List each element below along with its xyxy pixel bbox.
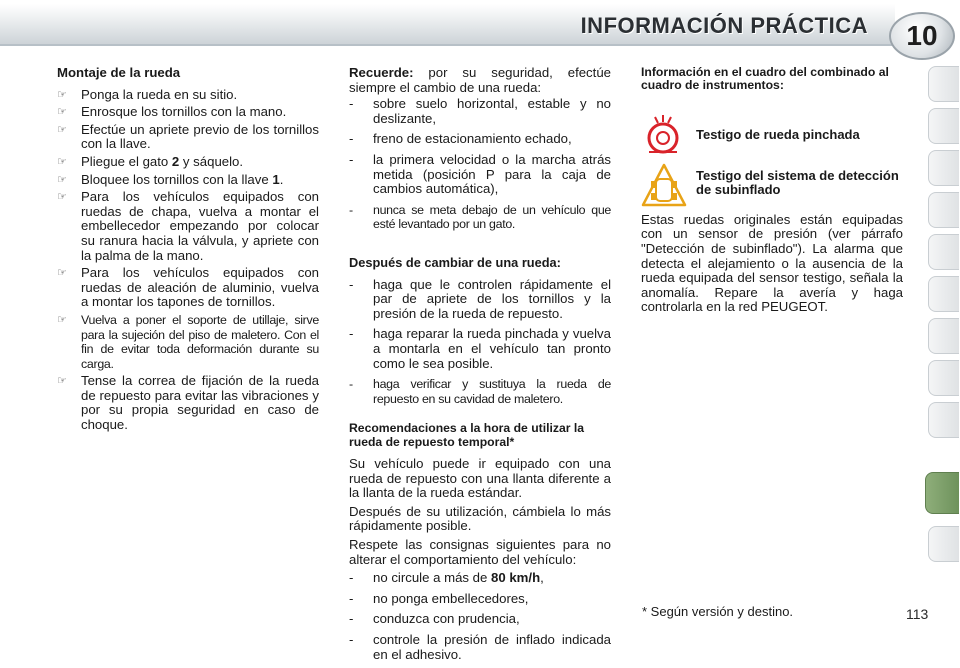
chapter-tab[interactable]: [928, 234, 959, 270]
list-item: - haga verificar y sustituya la rueda de repuesto en su cavidad de maletero.: [349, 377, 611, 406]
chapter-tab[interactable]: [928, 192, 959, 228]
underinflation-warning-row: [641, 163, 903, 207]
hand-pointer-icon: ☞: [57, 267, 67, 280]
list-item: ☞ Pliegue el gato 2 y sáquelo.: [57, 153, 244, 169]
after-change-list: [349, 278, 611, 407]
hand-pointer-icon: ☞: [57, 106, 67, 119]
list-item: ☞ Vuelva a poner el soporte de utillaje, sirve para la sujeción del piso de maletero. Con el fin de evitar toda deformación durante su carga.: [57, 312, 319, 371]
instrument-panel-heading: Información en el cuadro del combinado al cuadro de instrumentos:: [641, 65, 889, 93]
column-instrument-info: [641, 66, 903, 315]
list-item: - conduzca con prudencia,: [349, 611, 520, 627]
after-change-heading: Después de cambiar de una rueda:: [349, 254, 561, 270]
remember-paragraph: Recuerde: por su seguridad, efectúe siempre el cambio de una rueda:: [349, 65, 611, 95]
spare-wheel-recommendations-heading: Recomendaciones a la hora de utilizar la rueda de repuesto temporal*: [349, 421, 585, 449]
chapter-tab-active[interactable]: [925, 472, 959, 514]
hand-pointer-icon: ☞: [57, 155, 67, 168]
list-item: ☞ Ponga la rueda en su sitio.: [57, 86, 238, 102]
wheel-mounting-heading: Montaje de la rueda: [57, 65, 181, 80]
list-item: ☞ Efectúe un apriete previo de los tornillos con la llave.: [57, 121, 319, 152]
hand-pointer-icon: ☞: [57, 313, 67, 326]
section-title: INFORMACIÓN PRÁCTICA: [580, 13, 868, 38]
list-item: - haga reparar la rueda pinchada y vuelva a montarla en el vehículo tan pronto como le sea posible.: [349, 326, 611, 371]
list-item: - no ponga embellecedores,: [349, 590, 529, 606]
chapter-tab-strip: [928, 66, 960, 578]
chapter-tab[interactable]: [928, 66, 959, 102]
page-header: [0, 0, 960, 56]
flat-tyre-warning-row: [641, 113, 903, 157]
hand-pointer-icon: ☞: [57, 375, 67, 388]
list-item: - nunca se meta debajo de un vehículo que esté levantado por un gato.: [349, 202, 611, 232]
list-item: - no circule a más de 80 km/h,: [349, 570, 544, 586]
list-item: ☞ Tense la correa de fijación de la rueda de repuesto para evitar las vibraciones y por su propia seguridad en caso de choque.: [57, 373, 319, 433]
underinflation-warning-icon: [641, 163, 687, 207]
chapter-tab[interactable]: [928, 402, 959, 438]
sensor-description: Estas ruedas originales están equipadas con un sensor de presión (ver párrafo "Detección de subinflado"). La alarma que detecta el alejamiento o la ausencia de la rueda equipada del sensor testigo, señala la anomalía. Repare la avería y haga controlarla en la red PEUGEOT.: [641, 211, 903, 315]
list-item: ☞ Bloquee los tornillos con la llave 1.: [57, 171, 284, 187]
list-item: - freno de estacionamiento echado,: [349, 131, 572, 147]
chapter-tab[interactable]: [928, 276, 959, 312]
spare-wheel-paragraph-2: Después de su utilización, cámbiela lo más rápidamente posible.: [349, 503, 611, 534]
chapter-tab[interactable]: [928, 360, 959, 396]
column-wheel-mounting: [57, 66, 319, 436]
chapter-tab[interactable]: [928, 108, 959, 144]
list-item: - haga que le controlen rápidamente el par de apriete de los tornillos y la presión de la rueda de repuesto.: [349, 276, 611, 321]
version-footnote: * Según versión y destino.: [642, 604, 794, 619]
spare-wheel-paragraph-1: Su vehículo puede ir equipado con una rueda de repuesto con una llanta diferente a la llanta de la rueda estándar.: [349, 456, 611, 501]
list-item: - la primera velocidad o la marcha atrás metida (posición P para la caja de cambios automática),: [349, 151, 611, 197]
list-item: - controle la presión de inflado indicada en el adhesivo.: [349, 632, 611, 662]
chapter-tab[interactable]: [928, 526, 959, 562]
spare-wheel-paragraph-3: Respete las consignas siguientes para no alterar el comportamiento del vehículo:: [349, 537, 611, 567]
list-item: ☞ Enrosque los tornillos con la mano.: [57, 104, 287, 120]
hand-pointer-icon: ☞: [57, 88, 67, 101]
flat-tyre-warning-label: Testigo de rueda pinchada: [696, 126, 860, 142]
chapter-number-badge: 10: [889, 12, 955, 60]
chapter-tab[interactable]: [928, 150, 959, 186]
list-item: ☞ Para los vehículos equipados con ruedas de chapa, vuelva a montar el embellecedor empezando por colocar su ranura hacia la válvula, y apriete con la palma de la mano.: [57, 189, 319, 263]
page-number: 113: [906, 606, 929, 622]
flat-tyre-warning-icon: [641, 113, 687, 157]
spare-wheel-list: [349, 571, 611, 662]
hand-pointer-icon: ☞: [57, 191, 67, 204]
chapter-tab[interactable]: [928, 318, 959, 354]
wheel-mounting-list: [57, 88, 319, 433]
remember-label: Recuerde:: [349, 65, 414, 80]
list-item: - sobre suelo horizontal, estable y no deslizante,: [349, 96, 611, 126]
column-reminders: [349, 66, 611, 668]
list-item: ☞ Para los vehículos equipados con ruedas de aleación de aluminio, vuelva a montar los tapones de tornillos.: [57, 265, 319, 310]
hand-pointer-icon: ☞: [57, 123, 67, 136]
underinflation-warning-label: Testigo del sistema de detección de subinflado: [696, 167, 899, 198]
hand-pointer-icon: ☞: [57, 173, 67, 186]
remember-list: [349, 97, 611, 232]
